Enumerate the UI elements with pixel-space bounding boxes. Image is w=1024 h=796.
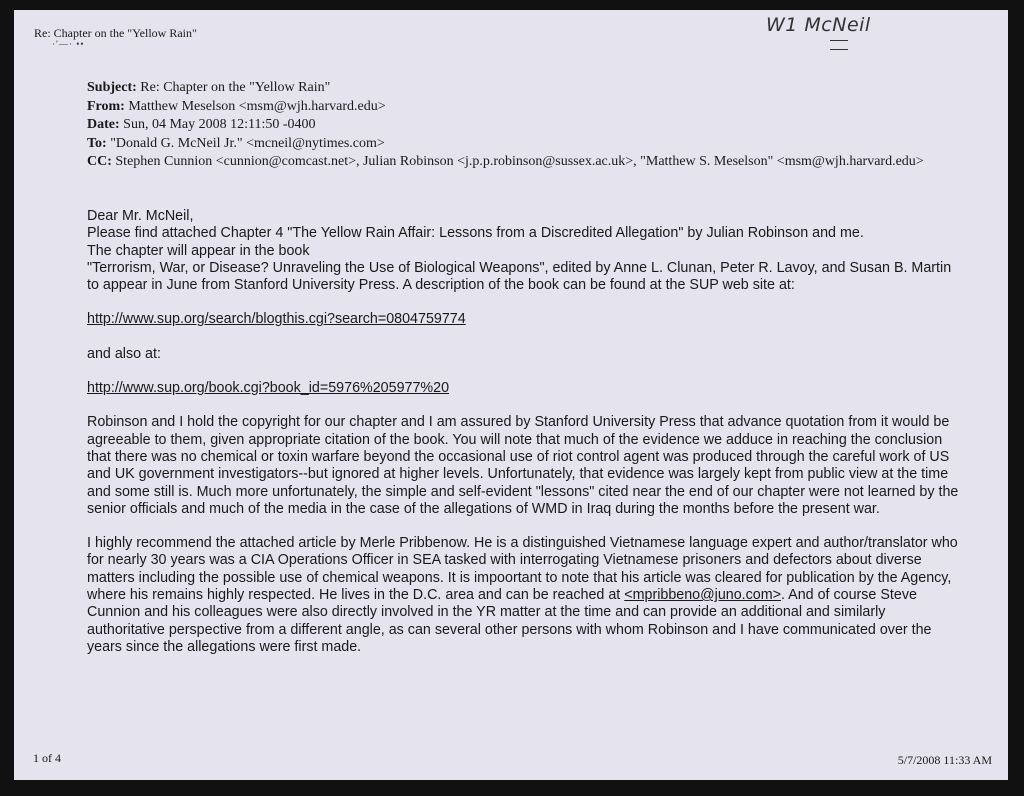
print-timestamp: 5/7/2008 11:33 AM [897,753,992,767]
handwritten-underline [830,40,848,50]
cc-row: CC: Stephen Cunnion <cunnion@comcast.net>, Julian Robinson <j.p.p.robinson@sussex.ac.uk>, "Matthew S. Meselson" <msm@wjh.harvard.edu> [87,154,924,169]
sup-search-link[interactable]: http://www.sup.org/search/blogthis.cgi?search=0804759774 [87,311,466,328]
document-page [14,10,1008,780]
paragraph-1-line-2: The chapter will appear in the book [87,242,310,259]
running-header-marks: ·′—· •• [52,39,85,49]
running-header-title: Re: Chapter on the "Yellow Rain" [34,26,197,40]
subject-value: Re: Chapter on the "Yellow Rain" [140,80,331,95]
from-row: From: Matthew Meselson <msm@wjh.harvard.edu> [87,98,386,114]
paragraph-1-line-1: Please find attached Chapter 4 "The Yellow Rain Affair: Lessons from a Discredited Allegation" by Julian Robinson and me. [87,225,864,242]
page-number: 1 of 4 [33,751,61,765]
paragraph-3: I highly recommend the attached article by Merle Pribbenow. He is a distinguished Vietnamese language expert and author/translator who for nearly 30 years was a CIA Operations Officer in SEA tasked with interrogating Vietnamese prisoners and defectors about diverse matters including the possible use of chemical weapons. It is impoortant to note that his article was cleared for publication by the Agency, where his remains highly respected. He lives in the D.C. area and can be reached at <mpribbeno@juno.com>. And of course Steve Cunnion and his colleagues were also directly involved in the YR matter at the time and can provide an additional and similarly authoritative perspective from a different angle, as can several other persons with whom Robinson and I have communicated over the years since the allegations were first made. [87,535,958,655]
email-body [87,208,967,656]
to-row: To: "Donald G. McNeil Jr." <mcneil@nytimes.com> [87,135,385,151]
subject-row: Subject: Re: Chapter on the "Yellow Rain" [87,80,331,95]
date-row: Date: Sun, 04 May 2008 12:11:50 -0400 [87,117,316,132]
greeting: Dear Mr. McNeil, [87,208,194,224]
date-value: Sun, 04 May 2008 12:11:50 -0400 [123,117,316,132]
handwritten-annotation [766,14,871,36]
sup-book-link[interactable]: http://www.sup.org/book.cgi?book_id=5976%205977%20 [87,380,450,397]
running-header [34,26,197,49]
handwritten-text: W1 McNeil [766,14,871,36]
email-headers [87,79,967,172]
from-value: Matthew Meselson <msm@wjh.harvard.edu> [128,98,386,114]
to-value: "Donald G. McNeil Jr." <mcneil@nytimes.com> [110,135,385,151]
paragraph-2: Robinson and I hold the copyright for our chapter and I am assured by Stanford University Press that advance quotation from it would be agreeable to them, given appropriate citation of the book. You will note that much of the evidence we adduce in reaching the conclusion that there was no chemical or toxin warfare beyond the occasional use of riot control agent was produced through the careful work of US and UK government investigators--but ignored at higher levels. Unfortunately, that evidence was largely kept from public view at the time and some still is. Much more unfortunately, the simple and self-evident "lessons" cited near the end of our chapter were not learned by the senior officials and much of the media in the case of the allegations of WMD in Iraq during the months before the present war. [87,414,959,517]
also-at-text: and also at: [87,345,161,362]
paragraph-1-line-3: "Terrorism, War, or Disease? Unraveling the Use of Biological Weapons", edited by Anne L. Clunan, Peter R. Lavoy, and Susan B. Martin to appear in June from Stanford University Press. A description of the book can be found at the SUP web site at: [87,259,952,294]
cc-value: Stephen Cunnion <cunnion@comcast.net>, Julian Robinson <j.p.p.robinson@sussex.ac.uk>, "Matthew S. Meselson" <msm@wjh.harvard.edu> [115,154,924,169]
pribbenow-email-link[interactable]: <mpribbeno@juno.com> [624,587,782,604]
